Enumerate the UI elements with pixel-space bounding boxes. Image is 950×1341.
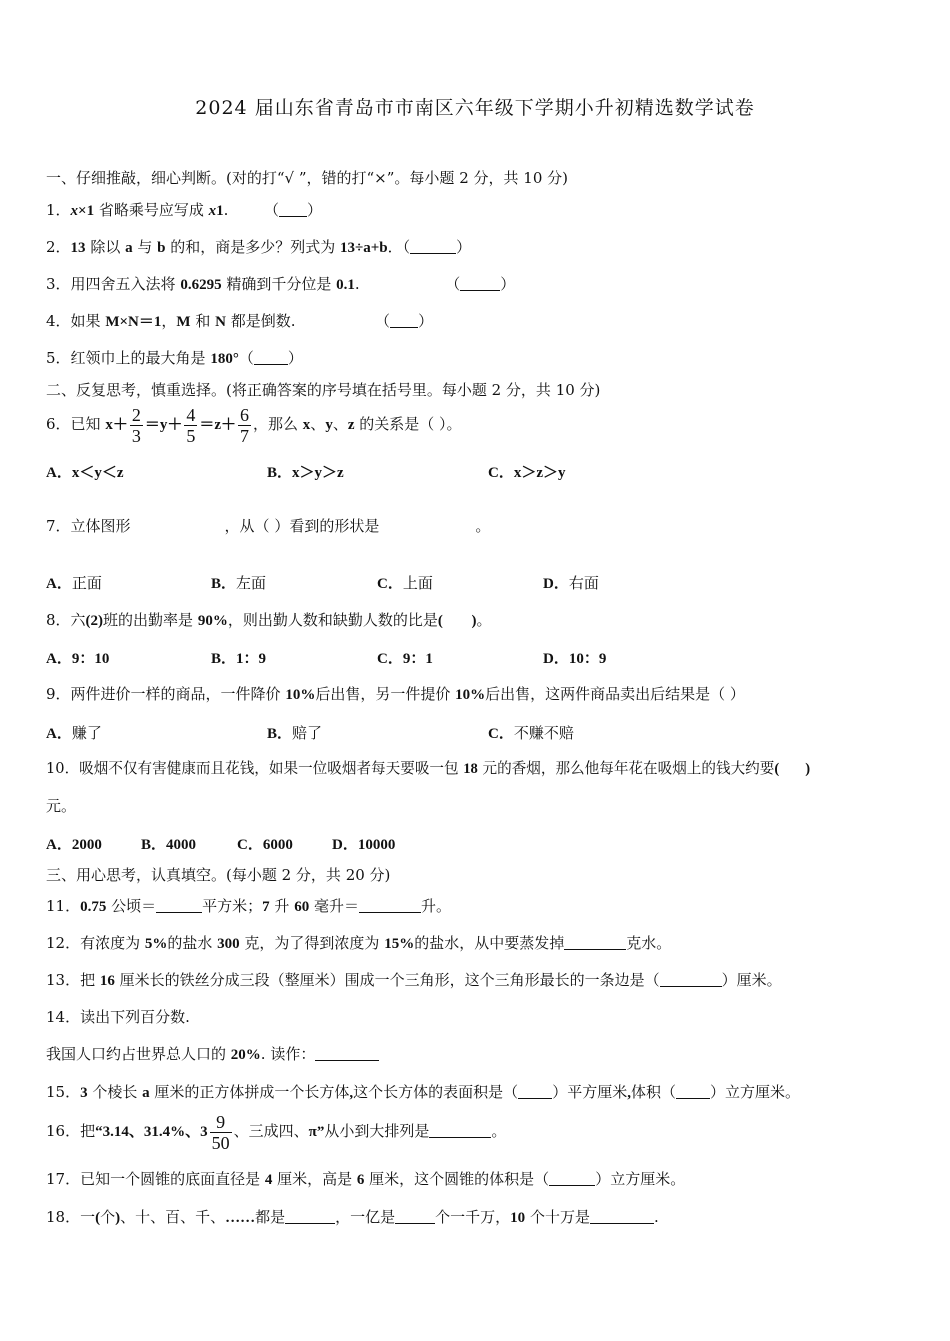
q10-option-a[interactable]: A．2000 — [46, 837, 102, 853]
question-14: 14．读出下列百分数. — [46, 1008, 190, 1026]
answer-blank[interactable] — [279, 202, 307, 217]
answer-blank[interactable] — [156, 898, 202, 913]
question-15: 15．3 个棱长 a 厘米的正方体拼成一个长方体,这个长方体的表面积是（ ）平方厘米,体积（ ）立方厘米。 — [46, 1083, 800, 1101]
question-18: 18．一(个)、十、百、千、……都是 ，一亿是 个一千万，10 个十万是 . — [46, 1208, 659, 1226]
question-6: 6．已知 x＋ $\frac{2}{3}$ ＝y＋ $\frac{4}{5}$ ＝z＋ $\frac{6}{7}$ ，那么 x、y、z 的关系是（ ）。 — [46, 404, 462, 446]
question-9: 9．两件进价一样的商品，一件降价 10%后出售，另一件提价 10%后出售，这两件商品卖出后结果是（ ） — [46, 685, 745, 703]
section-2-heading: 二、反复思考，慎重选择。(将正确答案的序号填在括号里。每小题 2 分，共 10 分) — [46, 381, 601, 399]
question-10: 10．吸烟不仅有害健康而且花钱，如果一位吸烟者每天要吸一包 18 元的香烟，那么他每年花在吸烟上的钱大约要( ) — [46, 760, 811, 777]
q9-option-a[interactable]: A．赚了 — [46, 724, 102, 742]
question-14-item: 我国人口约占世界总人口的 20%. 读作： — [46, 1044, 379, 1065]
q8-option-b[interactable]: B．1：9 — [211, 651, 267, 667]
answer-blank[interactable] — [254, 350, 288, 365]
question-5: 5．红领巾上的最大角是 180°（ ） — [46, 349, 303, 367]
question-13: 13．把 16 厘米长的铁丝分成三段（整厘米）围成一个三角形，这个三角形最长的一条边是（ ）厘米。 — [46, 971, 782, 989]
answer-blank[interactable] — [676, 1084, 710, 1099]
q10-option-d[interactable]: D．10000 — [332, 837, 396, 853]
q7-option-b[interactable]: B．左面 — [211, 574, 267, 592]
answer-blank[interactable] — [590, 1209, 654, 1224]
answer-blank[interactable] — [564, 935, 626, 950]
answer-blank[interactable] — [359, 898, 421, 913]
q7-option-c[interactable]: C．上面 — [377, 574, 433, 592]
question-17: 17．已知一个圆锥的底面直径是 4 厘米，高是 6 厘米，这个圆锥的体积是（ ）立方厘米。 — [46, 1170, 686, 1188]
question-10-unit: 元。 — [46, 797, 77, 815]
q8-option-a[interactable]: A．9：10 — [46, 651, 110, 667]
question-1: 1．x×1 省略乘号应写成 x1. （ ） — [46, 201, 323, 219]
q7-option-d[interactable]: D．右面 — [543, 574, 599, 592]
fraction-6-7: $\frac{6}{7}$ — [240, 404, 250, 446]
answer-blank[interactable] — [410, 239, 456, 254]
answer-blank[interactable] — [285, 1209, 335, 1224]
fraction-2-3: $\frac{2}{3}$ — [131, 404, 141, 446]
answer-blank[interactable] — [518, 1084, 552, 1099]
q10-option-c[interactable]: C．6000 — [237, 837, 293, 853]
answer-blank[interactable] — [390, 313, 418, 328]
question-7: 7．立体图形 ，从（ ）看到的形状是 。 — [46, 517, 491, 535]
question-16: 16．把“3.14、31.4%、3 $\frac{9}{50}$ 、三成四、π”从小到大排列是 。 — [46, 1111, 507, 1153]
q8-option-d[interactable]: D．10：9 — [543, 651, 607, 667]
fraction-9-50: $\frac{9}{50}$ — [211, 1111, 230, 1153]
q8-option-c[interactable]: C．9：1 — [377, 651, 433, 667]
answer-blank[interactable] — [315, 1046, 379, 1061]
q6-option-b[interactable]: B．x＞y＞z — [267, 465, 344, 481]
q9-option-b[interactable]: B．赔了 — [267, 724, 323, 742]
q6-option-a[interactable]: A．x＜y＜z — [46, 465, 124, 481]
question-4: 4．如果 M×N＝1，M 和 N 都是倒数. （ ） — [46, 312, 434, 330]
section-1-heading: 一、仔细推敲，细心判断。(对的打“√ ”，错的打“×”。每小题 2 分，共 10 分) — [46, 169, 568, 187]
question-12: 12．有浓度为 5%的盐水 300 克，为了得到浓度为 15%的盐水，从中要蒸发掉 克水。 — [46, 934, 672, 952]
page-title: 2024 届山东省青岛市市南区六年级下学期小升初精选数学试卷 — [195, 97, 755, 119]
answer-blank[interactable] — [395, 1209, 435, 1224]
question-3: 3．用四舍五入法将 0.6295 精确到千分位是 0.1. （ ） — [46, 275, 516, 293]
fraction-4-5: $\frac{4}{5}$ — [186, 404, 196, 446]
question-2: 2．13 除以 a 与 b 的和，商是多少？列式为 13÷a+b．（ ） — [46, 238, 472, 256]
answer-blank[interactable] — [429, 1123, 491, 1138]
answer-blank[interactable] — [460, 276, 500, 291]
answer-blank[interactable] — [549, 1171, 595, 1186]
question-8: 8．六(2)班的出勤率是 90%，则出勤人数和缺勤人数的比是( )。 — [46, 611, 492, 629]
q6-option-c[interactable]: C．x＞z＞y — [488, 465, 566, 481]
answer-blank[interactable] — [660, 972, 722, 987]
section-3-heading: 三、用心思考，认真填空。(每小题 2 分，共 20 分) — [46, 866, 391, 884]
question-11: 11．0.75 公顷＝ 平方米；7 升 60 毫升＝ 升。 — [46, 897, 451, 915]
q7-option-a[interactable]: A．正面 — [46, 574, 102, 592]
q9-option-c[interactable]: C．不赚不赔 — [488, 724, 574, 742]
q10-option-b[interactable]: B．4000 — [141, 837, 197, 853]
